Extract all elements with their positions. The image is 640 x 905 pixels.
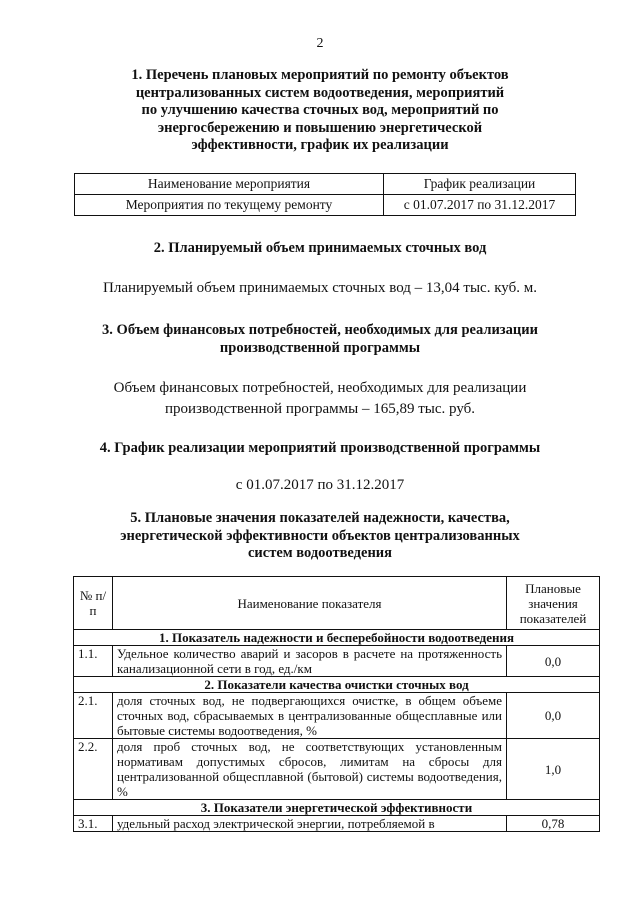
table-header-cell-num: № п/п [74,577,113,630]
table-header-cell: Наименование мероприятия [75,174,384,195]
section1-title-line: энергосбережению и повышению энергетической [157,119,483,136]
table-group-row [74,630,600,646]
row-value: 1,0 [507,739,600,800]
row-number: 1.1. [74,646,113,677]
row-name: удельный расход электрической энергии, потребляемой в [113,816,507,832]
table-row [75,195,576,216]
table-group-title: 2. Показатели качества очистки сточных вод [74,677,600,693]
table-row [74,646,600,677]
row-value: 0,0 [507,693,600,739]
section5-title-line: 5. Плановые значения показателей надежности, качества, [130,510,510,526]
events-table [74,173,576,216]
section3-title-line: 3. Объем финансовых потребностей, необходимых для реализации [102,322,538,338]
section3-title [0,322,640,357]
table-cell: с 01.07.2017 по 31.12.2017 [384,195,576,216]
section1-title-line: по улучшению качества сточных вод, мероприятий по [141,102,499,118]
page-number: 2 [316,36,324,51]
table-group-title: 3. Показатели энергетической эффективности [74,800,600,816]
table-group-row [74,800,600,816]
table-group-title: 1. Показатель надежности и бесперебойности водоотведения [74,630,600,646]
row-number: 2.2. [74,739,113,800]
table-cell: Мероприятия по текущему ремонту [75,195,384,216]
table-header-cell: График реализации [384,174,576,195]
row-name: доля проб сточных вод, не соответствующих установленным нормативам допустимых сбросов, лимитам на сбросы для централизованной общесплавной (бытовой) системы водоотведения, % [113,739,507,800]
section3-text [0,378,640,420]
section1-title-line: централизованных систем водоотведения, мероприятий [135,84,505,101]
table-row [74,693,600,739]
section1-title [0,67,640,155]
table-header-cell-value: Плановые значения показателей [507,577,600,630]
table-group-row [74,677,600,693]
section5-title [0,510,640,563]
section2-text: Планируемый объем принимаемых сточных вод – 13,04 тыс. куб. м. [103,280,537,296]
section1-title-line: эффективности, график их реализации [191,137,449,153]
indicators-table [73,576,600,832]
section5-title-line: систем водоотведения [247,545,393,561]
section4-title: 4. График реализации мероприятий производственной программы [99,440,541,456]
section3-title-line: производственной программы [219,339,421,356]
row-number: 2.1. [74,693,113,739]
section3-text-line: Объем финансовых потребностей, необходимых для реализации [113,380,527,396]
section5-title-line: энергетической эффективности объектов централизованных [120,527,520,544]
row-number: 3.1. [74,816,113,832]
table-header-row [74,577,600,630]
row-value: 0,78 [507,816,600,832]
table-header-row [75,174,576,195]
table-row [74,816,600,832]
row-name: Удельное количество аварий и засоров в расчете на протяженность канализационной сети в год, ед./км [113,646,507,677]
section1-title-line: 1. Перечень плановых мероприятий по ремонту объектов [131,67,509,83]
row-name: доля сточных вод, не подвергающихся очистке, в общем объеме сточных вод, сбрасываемых в централизованные общесплавные или бытовые системы водоотведения, % [113,693,507,739]
section2-title: 2. Планируемый объем принимаемых сточных вод [153,240,487,256]
section3-text-line: производственной программы – 165,89 тыс. руб. [164,401,476,417]
section4-text: с 01.07.2017 по 31.12.2017 [235,477,405,493]
table-row [74,739,600,800]
row-value: 0,0 [507,646,600,677]
table-header-cell-name: Наименование показателя [113,577,507,630]
